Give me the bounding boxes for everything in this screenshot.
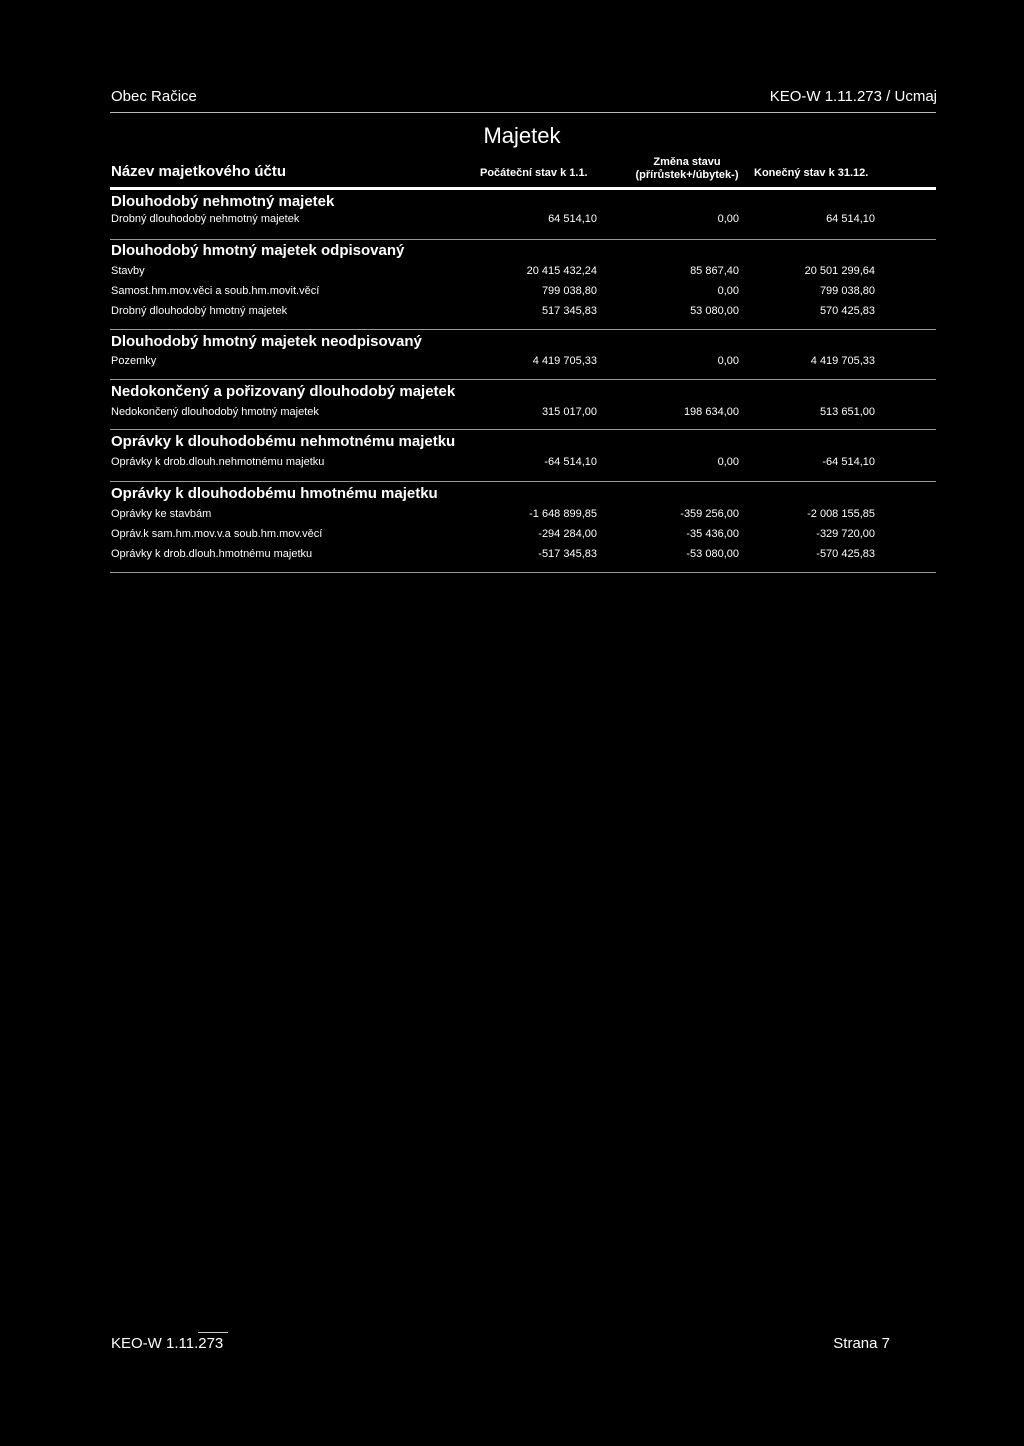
row-end-value: 799 038,80 [819, 285, 875, 297]
row-change-value: 0,00 [717, 285, 739, 297]
row-change-value: 85 867,40 [690, 265, 739, 277]
row-label: Nedokončený dlouhodobý hmotný majetek [111, 406, 319, 418]
row-change-value: -359 256,00 [680, 508, 739, 520]
section-divider [110, 239, 936, 240]
row-change-value: 0,00 [717, 213, 739, 225]
row-end-value: 513 651,00 [819, 406, 875, 418]
row-end-value: -2 008 155,85 [807, 508, 875, 520]
row-label: Oprávky ke stavbám [111, 508, 212, 520]
row-end-value: -570 425,83 [816, 548, 875, 560]
row-label: Opráv.k sam.hm.mov.v.a soub.hm.mov.věcí [111, 528, 323, 540]
row-start-value: 315 017,00 [541, 406, 597, 418]
section-divider [110, 572, 936, 573]
column-header-rule [110, 187, 936, 190]
col-header-change-line1: Změna stavu [653, 156, 721, 168]
col-header-change [612, 156, 762, 182]
row-label: Oprávky k drob.dlouh.nehmotnému majetku [111, 456, 325, 468]
section-divider [110, 481, 936, 482]
section-divider [110, 429, 936, 430]
header-divider [110, 112, 936, 113]
row-change-value: -53 080,00 [686, 548, 739, 560]
row-label: Drobný dlouhodobý hmotný majetek [111, 305, 288, 317]
row-end-value: 4 419 705,33 [810, 355, 875, 367]
col-header-name: Název majetkového účtu [111, 163, 287, 180]
org-name: Obec Račice [111, 88, 197, 105]
section-title: Dlouhodobý hmotný majetek neodpisovaný [111, 333, 422, 350]
row-change-value: 0,00 [717, 456, 739, 468]
row-label: Oprávky k drob.dlouh.hmotnému majetku [111, 548, 313, 560]
row-start-value: -1 648 899,85 [529, 508, 597, 520]
col-header-end: Konečný stav k 31.12. [754, 167, 869, 179]
row-start-value: -64 514,10 [544, 456, 597, 468]
section-title: Dlouhodobý nehmotný majetek [111, 193, 335, 210]
row-end-value: 20 501 299,64 [804, 265, 875, 277]
row-end-value: 64 514,10 [826, 213, 875, 225]
row-label: Stavby [111, 265, 145, 277]
page-number: Strana 7 [833, 1335, 890, 1352]
row-change-value: 0,00 [717, 355, 739, 367]
row-start-value: -294 284,00 [538, 528, 597, 540]
col-header-change-line2: (přírůstek+/úbytek-) [635, 169, 739, 181]
section-divider [110, 329, 936, 330]
section-title: Oprávky k dlouhodobému nehmotnému majetku [111, 433, 456, 450]
row-start-value: 64 514,10 [548, 213, 597, 225]
footer-code: KEO-W 1.11.273 [111, 1335, 224, 1352]
row-start-value: -517 345,83 [538, 548, 597, 560]
col-header-start: Počáteční stav k 1.1. [480, 167, 588, 179]
row-end-value: -329 720,00 [816, 528, 875, 540]
row-label: Samost.hm.mov.věci a soub.hm.movit.věcí [111, 285, 320, 297]
row-change-value: 198 634,00 [683, 406, 739, 418]
row-start-value: 20 415 432,24 [526, 265, 597, 277]
page-title: Majetek [483, 123, 561, 148]
row-change-value: 53 080,00 [690, 305, 739, 317]
report-code: KEO-W 1.11.273 / Ucmaj [769, 88, 937, 105]
row-start-value: 517 345,83 [541, 305, 597, 317]
footer-mark [198, 1332, 228, 1333]
row-end-value: 570 425,83 [819, 305, 875, 317]
section-title: Nedokončený a pořizovaný dlouhodobý majetek [111, 383, 456, 400]
row-start-value: 799 038,80 [541, 285, 597, 297]
row-start-value: 4 419 705,33 [532, 355, 597, 367]
section-title: Oprávky k dlouhodobému hmotnému majetku [111, 485, 438, 502]
row-label: Drobný dlouhodobý nehmotný majetek [111, 213, 300, 225]
row-end-value: -64 514,10 [822, 456, 875, 468]
section-divider [110, 379, 936, 380]
row-label: Pozemky [111, 355, 157, 367]
row-change-value: -35 436,00 [686, 528, 739, 540]
section-title: Dlouhodobý hmotný majetek odpisovaný [111, 242, 405, 259]
